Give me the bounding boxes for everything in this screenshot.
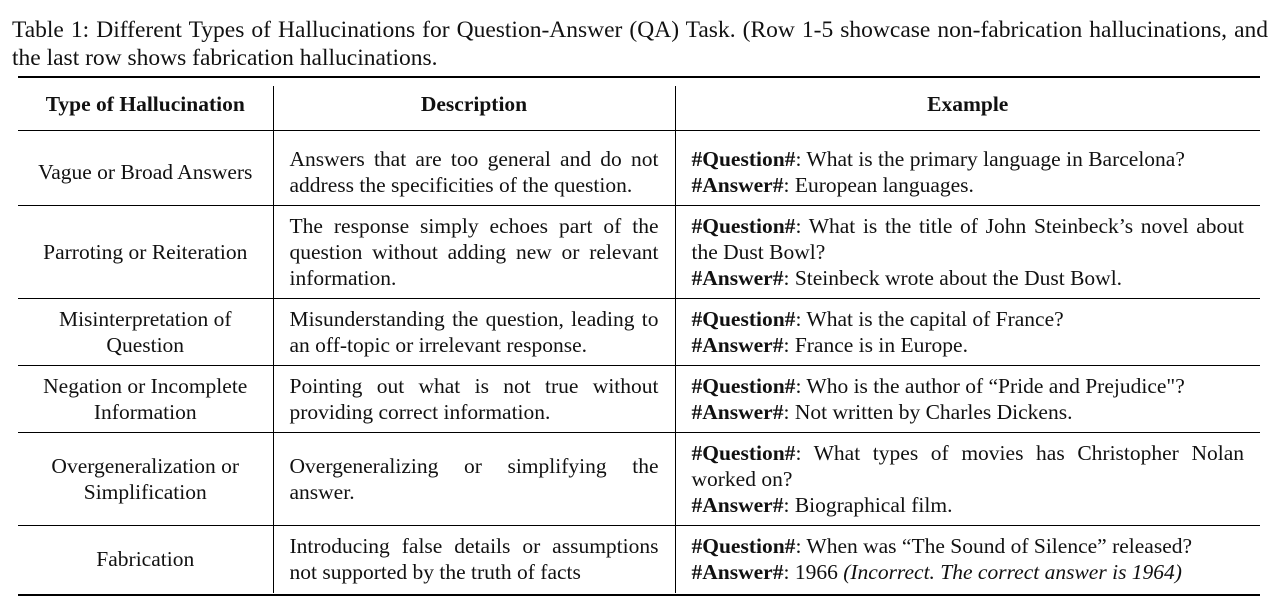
- answer-correction-note: (Incorrect. The correct answer is 1964): [843, 560, 1182, 584]
- example-cell: [675, 299, 1260, 366]
- hallucination-type-cell: Vague or Broad Answers: [38, 160, 253, 184]
- table-row: [18, 299, 1260, 366]
- example-question: [692, 213, 1245, 265]
- question-tag: #Question#: [691, 147, 796, 171]
- question-text: : What types of movies has Christopher Nolan worked on?: [691, 441, 1244, 491]
- example-question: [692, 440, 1245, 492]
- answer-tag: #Answer#: [691, 560, 784, 584]
- answer-text: : Steinbeck wrote about the Dust Bowl.: [783, 266, 1123, 290]
- example-answer: [692, 265, 1245, 291]
- answer-tag: #Answer#: [691, 493, 784, 517]
- table-row: [18, 206, 1260, 299]
- question-tag: #Question#: [691, 534, 796, 558]
- hallucination-type-cell: Parroting or Reiteration: [43, 240, 248, 264]
- answer-tag: #Answer#: [691, 333, 784, 357]
- answer-tag: #Answer#: [691, 400, 784, 424]
- example-cell: [675, 366, 1260, 433]
- table-caption: Table 1: Different Types of Hallucinations for Question-Answer (QA) Task. (Row 1-5 showcase non-fabrication hallucinations, and the last row shows fabrication hallucinations.: [12, 17, 1268, 71]
- table-row: [18, 526, 1260, 594]
- example-answer: [692, 492, 1245, 518]
- description-cell: Misunderstanding the question, leading to an off-topic or irrelevant response.: [273, 299, 675, 366]
- answer-tag: #Answer#: [691, 173, 784, 197]
- description-cell: Pointing out what is not true without providing correct information.: [273, 366, 675, 433]
- description-cell: The response simply echoes part of the question without adding new or relevant information.: [273, 206, 675, 299]
- example-question: [692, 373, 1245, 399]
- answer-tag: #Answer#: [691, 266, 784, 290]
- description-cell: Answers that are too general and do not address the specificities of the question.: [273, 132, 675, 206]
- question-text: : What is the primary language in Barcelona?: [795, 147, 1185, 171]
- question-tag: #Question#: [691, 441, 796, 465]
- description-cell: Overgeneralizing or simplifying the answer.: [273, 433, 675, 526]
- question-tag: #Question#: [691, 374, 796, 398]
- table-row: [18, 366, 1260, 433]
- hallucination-type-cell: Negation or Incomplete Information: [43, 374, 248, 424]
- table-header-row: [18, 86, 1260, 132]
- question-tag: #Question#: [691, 307, 796, 331]
- example-answer: [692, 172, 1245, 198]
- table-top-rule: [18, 76, 1260, 78]
- question-text: : What is the title of John Steinbeck’s novel about the Dust Bowl?: [691, 214, 1244, 264]
- example-answer: [692, 559, 1245, 585]
- answer-text: : 1966: [783, 560, 838, 584]
- table-bottom-rule: [18, 594, 1260, 596]
- example-cell: [675, 526, 1260, 594]
- answer-text: : Biographical film.: [783, 493, 953, 517]
- question-text: : When was “The Sound of Silence” released?: [795, 534, 1193, 558]
- example-answer: [692, 399, 1245, 425]
- column-header-description: Description: [273, 86, 675, 132]
- example-cell: [675, 206, 1260, 299]
- answer-text: : European languages.: [783, 173, 974, 197]
- question-text: : What is the capital of France?: [795, 307, 1064, 331]
- column-header-type: Type of Hallucination: [45, 92, 245, 116]
- hallucination-type-cell: Misinterpretation of Question: [58, 307, 232, 357]
- example-question: [692, 146, 1245, 172]
- example-cell: [675, 132, 1260, 206]
- hallucination-type-cell: Overgeneralization or Simplification: [51, 454, 240, 504]
- answer-text: : France is in Europe.: [783, 333, 968, 357]
- answer-text: : Not written by Charles Dickens.: [783, 400, 1073, 424]
- example-question: [692, 306, 1245, 332]
- example-question: [692, 533, 1245, 559]
- hallucination-type-cell: Fabrication: [96, 547, 195, 571]
- question-text: : Who is the author of “Pride and Prejudice"?: [795, 374, 1185, 398]
- hallucination-types-table: [18, 86, 1260, 593]
- description-cell: Introducing false details or assumptions not supported by the truth of facts: [273, 526, 675, 594]
- example-answer: [692, 332, 1245, 358]
- table-row: [18, 433, 1260, 526]
- question-tag: #Question#: [691, 214, 796, 238]
- table-row: [18, 132, 1260, 206]
- column-header-example: Example: [675, 86, 1260, 132]
- example-cell: [675, 433, 1260, 526]
